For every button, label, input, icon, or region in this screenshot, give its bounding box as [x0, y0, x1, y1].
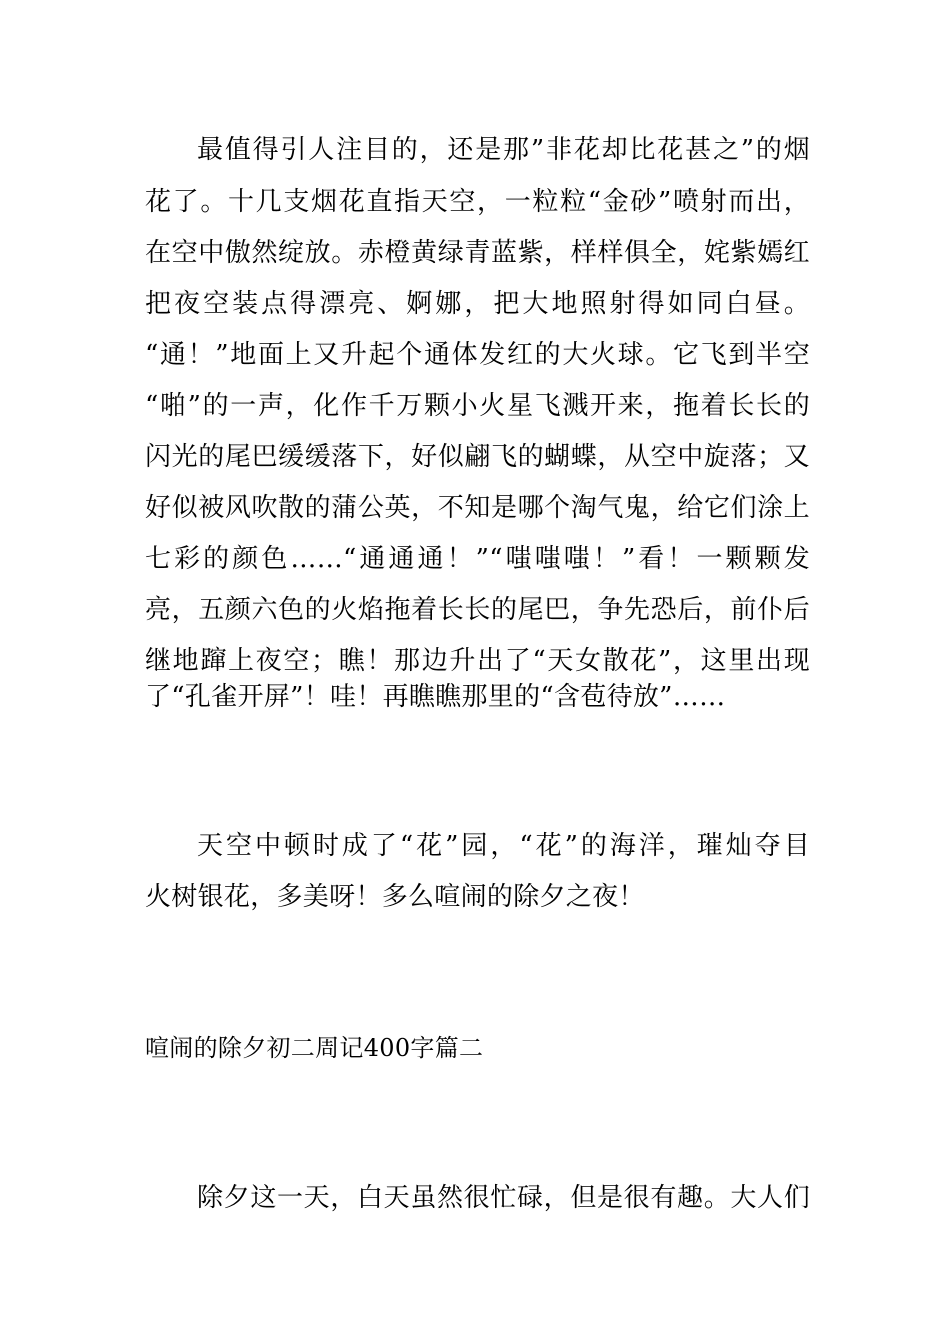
paragraph-2-line-1: 天空中顿时成了“花”园，“花”的海洋，璀灿夺目 [197, 831, 810, 861]
paragraph-1-line-5: “通！”地面上又升起个通体发红的大火球。它飞到半空 [145, 340, 810, 370]
paragraph-1-line-10: 亮，五颜六色的火焰拖着长长的尾巴，争先恐后，前仆后 [145, 595, 810, 625]
paragraph-1-line-8: 好似被风吹散的蒲公英，不知是哪个淘气鬼，给它们涂上 [145, 493, 810, 523]
paragraph-3-line-1: 除夕这一天，白天虽然很忙碌，但是很有趣。大人们 [197, 1183, 810, 1213]
paragraph-2-line-2: 火树银花，多美呀！多么喧闹的除夕之夜！ [145, 882, 645, 912]
paragraph-1-line-3: 在空中傲然绽放。赤橙黄绿青蓝紫，样样俱全，姹紫嫣红 [145, 238, 810, 268]
paragraph-1-line-4: 把夜空装点得漂亮、婀娜，把大地照射得如同白昼。 [145, 289, 810, 319]
paragraph-1-line-7: 闪光的尾巴缓缓落下，好似翩飞的蝴蝶，从空中旋落；又 [145, 442, 810, 472]
paragraph-1-line-11: 继地蹿上夜空；瞧！那边升出了“天女散花”，这里出现 [145, 646, 810, 676]
paragraph-1-line-1: 最值得引人注目的，还是那”非花却比花甚之”的烟 [197, 135, 810, 165]
paragraph-1-line-2: 花了。十几支烟花直指天空，一粒粒“金砂”喷射而出， [145, 187, 810, 217]
section-heading: 喧闹的除夕初二周记400字篇二 [145, 1034, 484, 1062]
paragraph-1-line-9: 七彩的颜色……“通通通！”“嗤嗤嗤！”看！一颗颗发 [145, 544, 810, 574]
paragraph-1-line-6: “啪”的一声，化作千万颗小火星飞溅开来，拖着长长的 [145, 391, 810, 421]
paragraph-1-line-12: 了“孔雀开屏”！哇！再瞧瞧那里的“含苞待放”…… [145, 682, 726, 712]
